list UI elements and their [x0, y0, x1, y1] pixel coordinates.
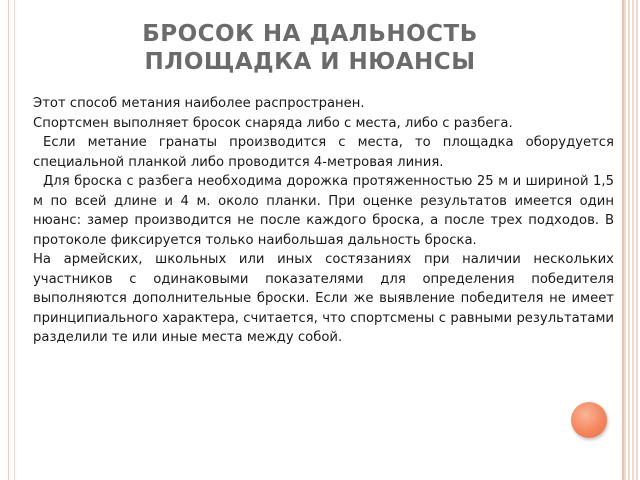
right-striped-border: [624, 0, 640, 480]
left-decor-line-inner: [14, 0, 15, 480]
paragraph-5: На армейских, школьных или иных состязаниях при наличии нескольких участников с одинаковыми показателями для определения победителя выполняются дополнительные броски. Если же выявление победителя не имеет принципиального характера, считается, что спортсмены с равными результатами разделили те или иные места между собой.: [33, 252, 614, 345]
paragraph-3-text: Если метание гранаты производится с места, то площадка оборудуется специальной планкой либо проводится 4-метровая линия.: [33, 135, 614, 170]
paragraph-2: Спортсмен выполняет бросок снаряда либо с места, либо с разбега.: [33, 115, 513, 131]
paragraph-4: [33, 172, 614, 250]
paragraph-3: [33, 133, 614, 172]
orange-circle-decoration: [571, 402, 607, 438]
slide-body: [33, 94, 614, 348]
slide-title: [30, 20, 590, 76]
slide-title-line-1: БРОСОК НА ДАЛЬНОСТЬ: [142, 21, 478, 47]
paragraph-1: Этот способ метания наиболее распространен.: [33, 96, 365, 111]
paragraph-4-text: Для броска с разбега необходима дорожка протяженностью 25 м и шириной 1,5 м по всей длине и 4 м. около планки. При оценке результатов имеется один нюанс: замер производится не после каждого броска, а после трех подходов. В протоколе фиксируется только наибольшая дальность броска.: [33, 174, 614, 248]
left-decor-line: [8, 0, 9, 480]
slide-title-line-2: ПЛОЩАДКА И НЮАНСЫ: [144, 49, 476, 75]
